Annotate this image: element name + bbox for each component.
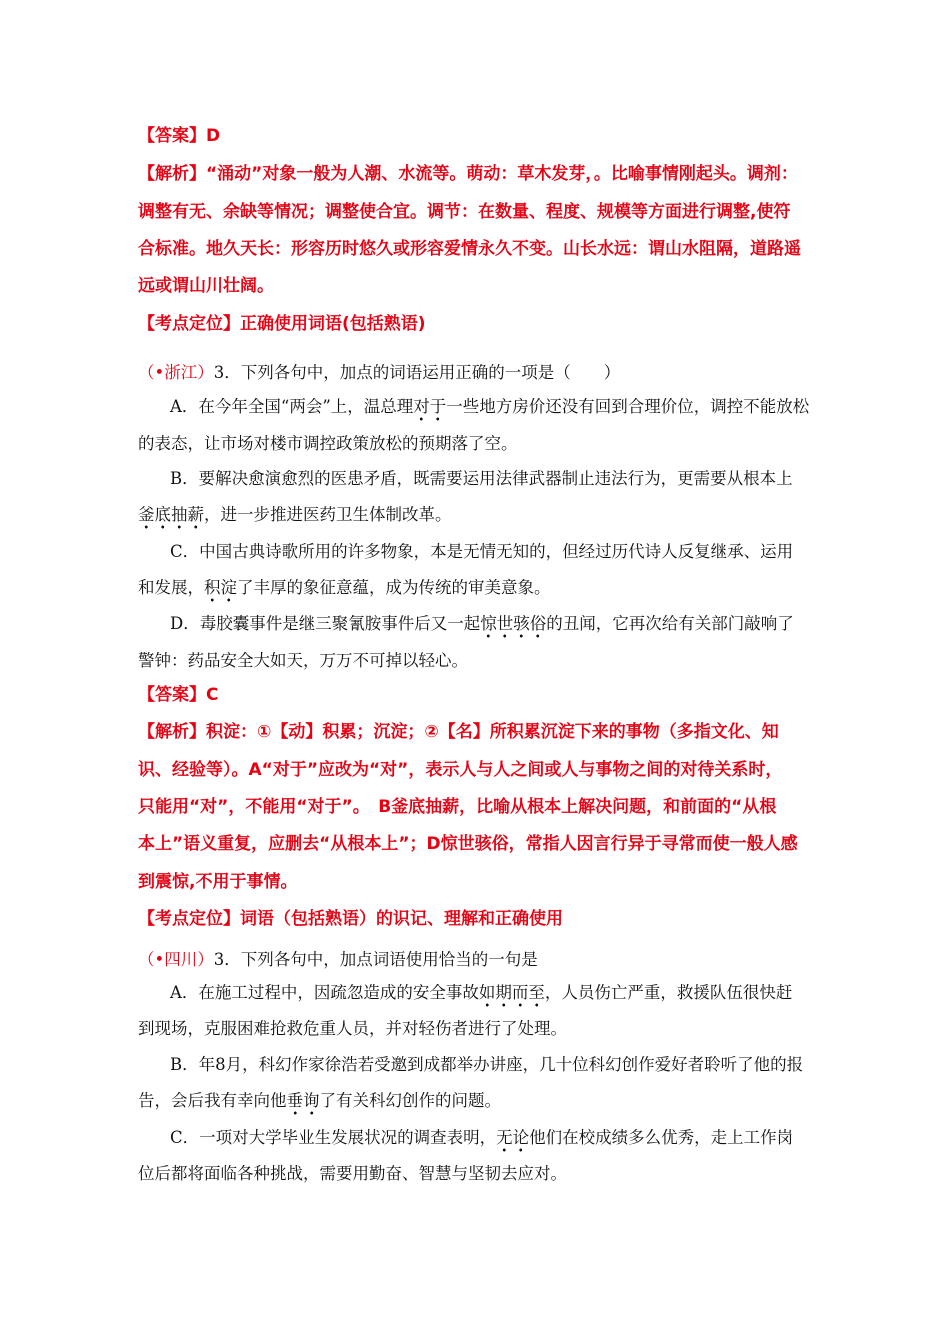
- dotted-term: 对于: [413, 397, 446, 422]
- option-c-line-2: [138, 578, 551, 598]
- option-text: 告，会后我有幸向他: [138, 1091, 287, 1110]
- analysis-line-7: 只能用“对”，不能用“对于”。 B釜底抽薪，比喻从根本上解决问题，和前面的“从根: [138, 797, 777, 817]
- analysis-line-8: 本上”语义重复，应删去“从根本上”；D惊世骇俗，常指人因言行异于寻常而使一般人感: [138, 834, 798, 854]
- answer-label: 【答案】: [138, 685, 206, 705]
- option-d-line-2: 警钟：药品安全大如天，万万不可掉以轻心。: [138, 651, 468, 670]
- dotted-term: 惊世骇俗: [480, 614, 546, 639]
- analysis-line-2: 调整有无、余缺等情况；调整使合宜。调节：在数量、程度、规模等方面进行调整,使符: [138, 202, 791, 222]
- option-b-line-1: B．年8月，科幻作家徐浩若受邀到成都举办讲座，几十位科幻创作爱好者聆听了他的报: [170, 1055, 804, 1074]
- option-b-line-2: [138, 505, 452, 525]
- kaodian-label: 【考点定位】: [138, 314, 240, 334]
- option-a-line-2: 的表态，让市场对楼市调控政策放松的预期落了空。: [138, 434, 518, 453]
- option-c-line-2: 位后都将面临各种挑战，需要用勤奋、智慧与坚韧去应对。: [138, 1164, 567, 1183]
- option-c-line-1: C．中国古典诗歌所用的许多物象，本是无情无知的，但经过历代诗人反复继承、运用: [170, 542, 794, 561]
- dotted-term: 如期而至: [479, 983, 545, 1008]
- dotted-term: 积淀: [204, 578, 237, 603]
- option-c-line-1: [170, 1128, 793, 1148]
- option-a-line-1: [170, 983, 792, 1003]
- kaodian-value: 词语（包括熟语）的识记、理解和正确使用: [240, 909, 563, 929]
- analysis-line-9: 到震惊,不用于事情。: [138, 872, 298, 892]
- option-text: 了丰厚的象征意蕴，成为传统的审美意象。: [237, 578, 551, 597]
- question-stem: [138, 950, 538, 970]
- answer-line-1: [138, 126, 220, 146]
- kaodian-line-1: [138, 314, 426, 334]
- option-text: A．在今年全国“两会”上，温总理: [170, 397, 414, 416]
- answer-line-2: [138, 685, 218, 705]
- option-b-line-2: [138, 1091, 501, 1111]
- analysis-label: 【解析】: [138, 722, 206, 742]
- kaodian-line-2: [138, 909, 563, 929]
- option-text: ，人员伤亡严重，救援队伍很快赶: [544, 983, 793, 1002]
- option-d-line-1: [170, 614, 794, 634]
- dotted-term: 垂询: [287, 1091, 320, 1116]
- question-stem: [138, 363, 620, 383]
- analysis-line-1: [138, 164, 798, 184]
- option-text: 他们在校成绩多么优秀，走上工作岗: [529, 1128, 794, 1147]
- analysis-line-6: 识、经验等）。A“对于”应改为“对”，表示人与人之间或人与事物之间的对待关系时，: [138, 760, 783, 780]
- question-source: （•四川）: [138, 950, 214, 969]
- question-text: 3．下列各句中，加点的词语运用正确的一项是（ ）: [213, 363, 621, 382]
- analysis-text: “涌动”对象一般为人潮、水流等。萌动：草木发芽，。比喻事情刚起头。调剂：: [206, 164, 798, 184]
- answer-value: C: [206, 685, 219, 705]
- analysis-label: 【解析】: [138, 164, 206, 184]
- answer-value: D: [206, 126, 221, 146]
- kaodian-value: 正确使用词语(包括熟语): [240, 314, 426, 334]
- question-text: 3．下列各句中，加点词语使用恰当的一句是: [213, 950, 538, 969]
- answer-label: 【答案】: [138, 126, 206, 146]
- option-text: A．在施工过程中，因疏忽造成的安全事故: [170, 983, 479, 1002]
- question-source: （•浙江）: [138, 363, 214, 382]
- option-text: 了有关科幻创作的问题。: [319, 1091, 501, 1110]
- analysis-line-3: 合标准。地久天长：形容历时悠久或形容爱情永久不变。山长水远：谓山水阻隔，道路遥: [138, 239, 801, 259]
- analysis-line-5: [138, 722, 779, 742]
- option-text: 的丑闻，它再次给有关部门敲响了: [546, 614, 794, 633]
- option-text: 一些地方房价还没有回到合理价位，调控不能放松: [446, 397, 810, 416]
- option-text: C．一项对大学毕业生发展状况的调查表明，: [170, 1128, 497, 1147]
- option-text: ，进一步推进医药卫生体制改革。: [204, 505, 452, 524]
- option-text: 和发展，: [138, 578, 204, 597]
- option-text: D．毒胶囊事件是继三聚氰胺事件后又一起: [170, 614, 481, 633]
- option-a-line-1: [170, 397, 809, 417]
- analysis-line-4: 远或谓山川壮阔。: [138, 276, 274, 296]
- option-a-line-2: 到现场，克服困难抢救危重人员，并对轻伤者进行了处理。: [138, 1019, 567, 1038]
- dotted-term: 无论: [496, 1128, 529, 1153]
- analysis-text: 积淀：①【动】积累；沉淀；②【名】所积累沉淀下来的事物（多指文化、知: [206, 722, 779, 742]
- kaodian-label: 【考点定位】: [138, 909, 240, 929]
- dotted-term: 釜底抽薪: [138, 505, 204, 530]
- option-b-line-1: B．要解决愈演愈烈的医患矛盾，既需要运用法律武器制止违法行为，更需要从根本上: [170, 469, 793, 488]
